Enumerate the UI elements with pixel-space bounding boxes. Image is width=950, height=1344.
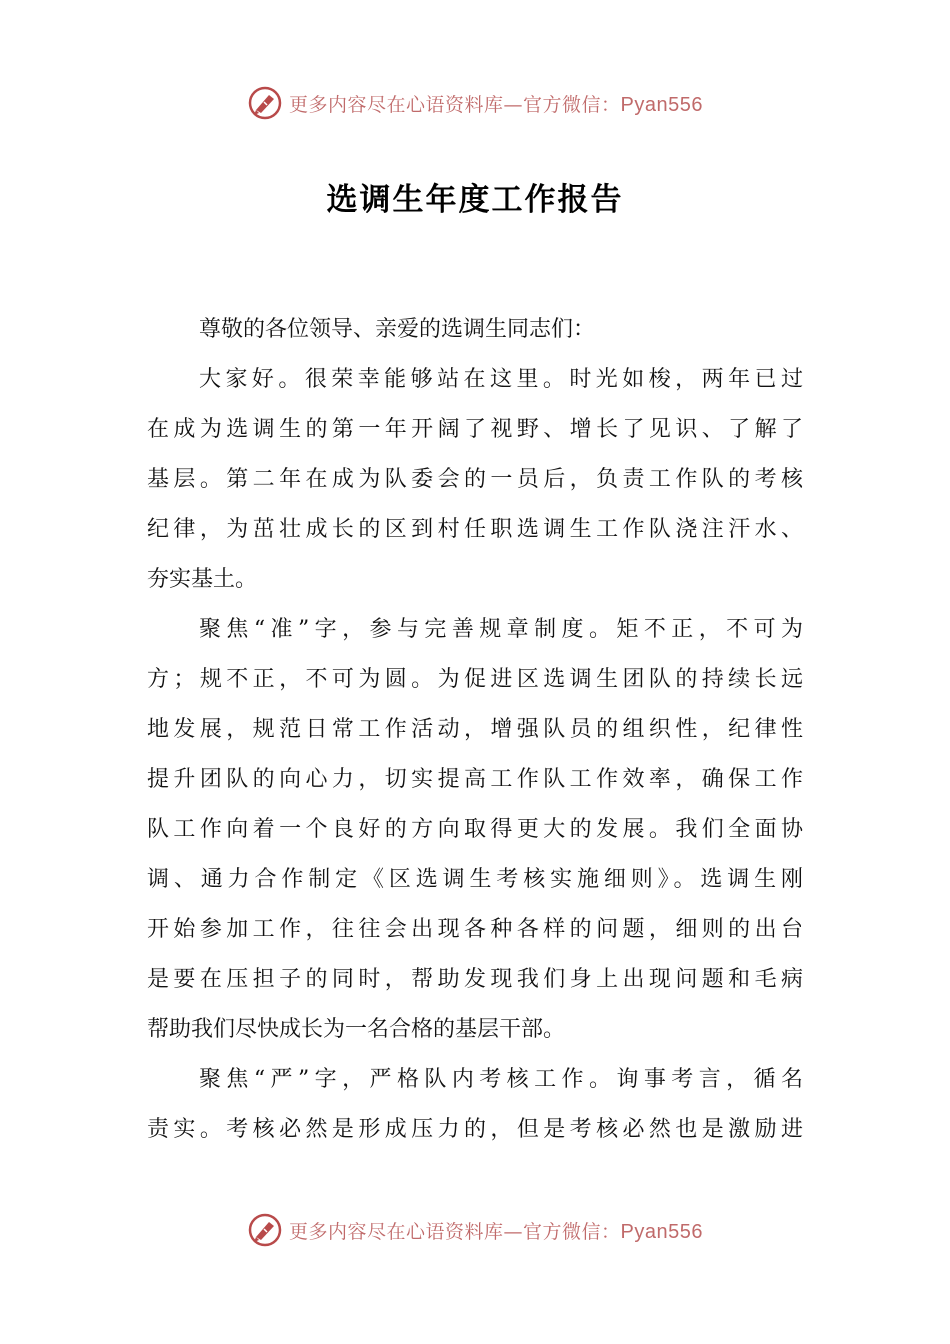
watermark-text: 更多内容尽在心语资料库—官方微信：Pyan556 (289, 1220, 703, 1243)
body-text-line: 在成为选调生的第一年开阔了视野、增长了见识、了解了 (147, 417, 803, 442)
body-text-line: 夯实基土。 (147, 567, 258, 592)
body-text-line: 开始参加工作，往往会出现各种各样的问题，细则的出台 (147, 917, 803, 942)
body-text-line: 是要在压担子的同时，帮助发现我们身上出现问题和毛病 (147, 967, 803, 992)
body-text-line: 大家好。很荣幸能够站在这里。时光如梭，两年已过 (199, 367, 803, 392)
document-body (147, 305, 803, 1155)
pen-nib-logo-icon (247, 85, 283, 121)
body-text-line: 纪律，为茁壮成长的区到村任职选调生工作队浇注汗水、 (147, 517, 803, 542)
body-text-line: 队工作向着一个良好的方向取得更大的发展。我们全面协 (147, 817, 803, 842)
body-text-line: 聚焦“准”字，参与完善规章制度。矩不正，不可为 (199, 617, 803, 642)
body-text-line: 调、通力合作制定《区选调生考核实施细则》。选调生刚 (147, 867, 803, 892)
watermark-wechat-id: Pyan556 (620, 1220, 703, 1243)
body-text-line: 提升团队的向心力，切实提高工作队工作效率，确保工作 (147, 767, 803, 792)
body-text-line: 尊敬的各位领导、亲爱的选调生同志们： (199, 317, 596, 342)
body-text-line: 基层。第二年在成为队委会的一员后，负责工作队的考核 (147, 467, 803, 492)
body-text-line: 方；规不正，不可为圆。为促进区选调生团队的持续长远 (147, 667, 803, 692)
pen-nib-logo-icon (247, 1212, 283, 1248)
header-watermark (0, 83, 950, 123)
body-text-line: 聚焦“严”字，严格队内考核工作。询事考言，循名 (199, 1067, 803, 1092)
document-title: 选调生年度工作报告 (326, 182, 624, 218)
body-text-line: 地发展，规范日常工作活动，增强队员的组织性，纪律性 (147, 717, 803, 742)
watermark-text: 更多内容尽在心语资料库—官方微信：Pyan556 (289, 93, 703, 116)
body-text-line: 责实。考核必然是形成压力的，但是考核必然也是激励进 (147, 1117, 803, 1142)
body-text-line: 帮助我们尽快成长为一名合格的基层干部。 (147, 1017, 566, 1042)
footer-watermark (0, 1210, 950, 1250)
watermark-wechat-id: Pyan556 (620, 93, 703, 116)
